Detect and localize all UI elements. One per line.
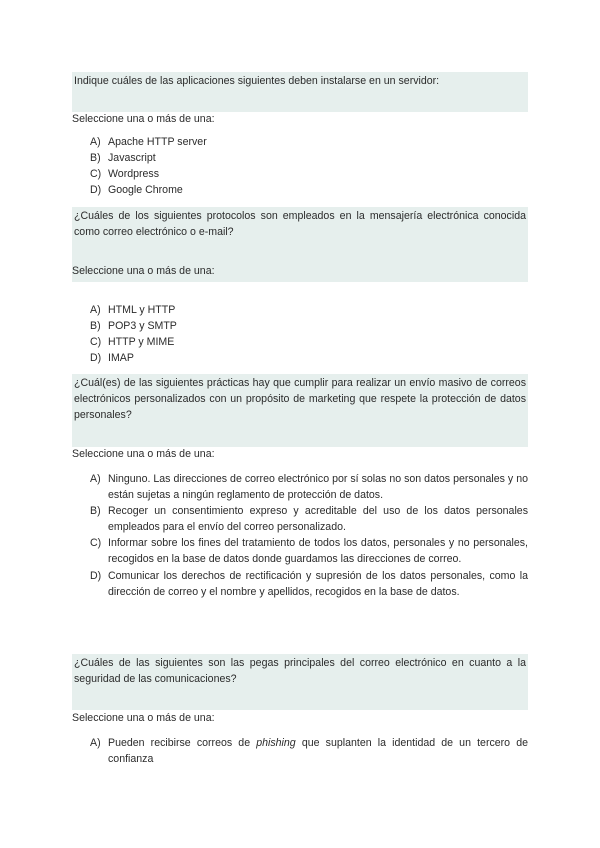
question-3 <box>72 374 528 447</box>
option-c[interactable]: C) Informar sobre los fines del tratamiento de todos los datos, personales y no personales, recogidos en la base de datos donde guardamos las direcciones de correo. <box>90 537 528 566</box>
option-a[interactable]: A) Ninguno. Las direcciones de correo electrónico por sí solas no son datos personales y no están sujetas a ningún reglamento de protección de datos. <box>90 473 528 502</box>
option-d[interactable]: D) Comunicar los derechos de rectificación y supresión de los datos personales, como la dirección de correo y el nombre y apellidos, recogidos en la base de datos. <box>90 569 528 598</box>
option-a[interactable]: A) HTML y HTTP <box>90 304 176 316</box>
question-3-prompt: Seleccione una o más de una: <box>72 448 215 460</box>
question-1-prompt: Seleccione una o más de una: <box>72 113 215 125</box>
question-2-text: ¿Cuáles de los siguientes protocolos son empleados en la mensajería electrónica conocida como correo electrónico o e-mail? <box>74 210 526 239</box>
question-4-prompt: Seleccione una o más de una: <box>72 712 215 724</box>
question-3-text: ¿Cuál(es) de las siguientes prácticas hay que cumplir para realizar un envío masivo de correos electrónicos personalizados con un propósito de marketing que respete la protección de datos personales? <box>74 377 526 422</box>
option-d[interactable]: D) IMAP <box>90 352 134 365</box>
question-2-prompt: Seleccione una o más de una: <box>72 265 215 277</box>
option-c[interactable]: C) HTTP y MIME <box>90 336 175 349</box>
option-a[interactable]: A) Pueden recibirse correos de phishing que suplanten la identidad de un tercero de confianza <box>90 737 528 766</box>
option-b[interactable]: B) POP3 y SMTP <box>90 320 177 333</box>
question-1-text: Indique cuáles de las aplicaciones siguientes deben instalarse en un servidor: <box>74 75 440 87</box>
question-1-options <box>90 134 528 198</box>
question-4-options <box>90 735 528 767</box>
question-2-options <box>90 302 528 366</box>
question-3-options <box>90 471 528 600</box>
option-b[interactable]: B) Recoger un consentimiento expreso y acreditable del uso de los datos personales empleados para el envío del correo personalizado. <box>90 505 528 534</box>
option-a[interactable]: A) Apache HTTP server <box>90 136 207 148</box>
question-4 <box>72 654 528 710</box>
question-1 <box>72 72 528 112</box>
option-d[interactable]: D) Google Chrome <box>90 184 183 197</box>
option-c[interactable]: C) Wordpress <box>90 168 160 181</box>
question-4-text: ¿Cuáles de las siguientes son las pegas principales del correo electrónico en cuanto a la seguridad de las comunicaciones? <box>74 657 526 686</box>
option-b[interactable]: B) Javascript <box>90 152 156 165</box>
